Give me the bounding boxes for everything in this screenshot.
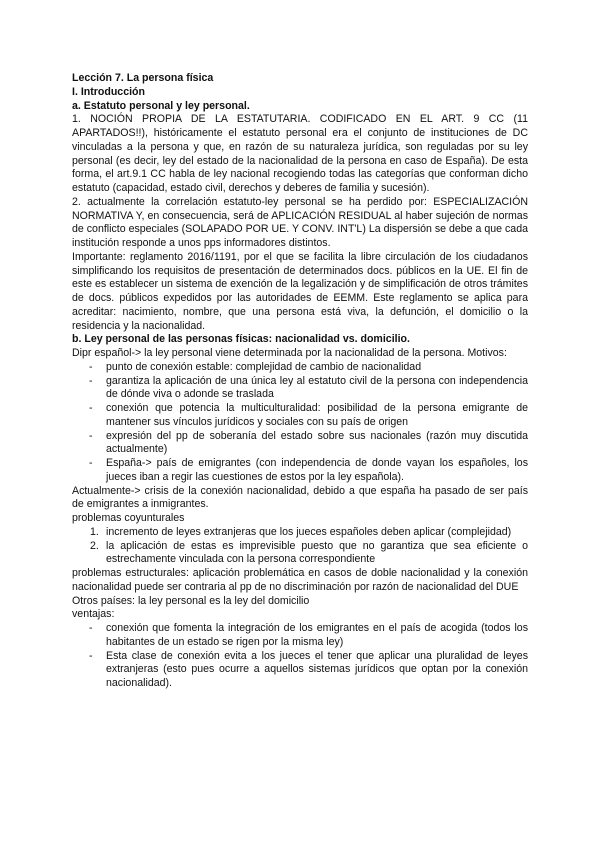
list-item-text: conexión que fomenta la integración de los emigrantes en el país de acogida (todos los habitantes de un estado se rigen por la misma ley) [106,622,528,648]
paragraph-reglamento: Importante: reglamento 2016/1191, por el que se facilita la libre circulación de los ciudadanos simplificando los requisitos de presentación de determinados docs. públicos en la UE. El fin de este es establecer un sistema de exención de la legalización y de simplificación de otros trámites de docs. públicos expedidos por las autoridades de EEMM. Este reglamento se aplica para acreditar: nacimiento, nombre, que una persona está viva, la defunción, el domicilio o la residencia y la nacionalidad. [72,250,528,332]
bullet-dash: - [89,360,93,373]
list-item-text: conexión que potencia la multiculturalidad: posibilidad de la persona emigrante de mantener sus vínculos jurídicos y sociales con su país de origen [106,402,528,428]
ventajas-list [72,622,528,691]
list-item-text: incremento de leyes extranjeras que los jueces españoles deben aplicar (complejidad) [106,525,512,538]
bullet-dash: - [89,622,93,634]
section-heading-introduccion: I. Introducción [72,85,145,98]
list-item [72,540,528,568]
list-item-text: Esta clase de conexión evita a los jueces el tener que aplicar una pluralidad de leyes extranjeras (esto pues ocurre a aquellos sistemas jurídicos que optan por la conexión nacionalidad). [106,649,528,689]
list-item [72,430,528,458]
bullet-dash: - [89,374,93,387]
subsection-heading-a: a. Estatuto personal y ley personal. [72,99,250,112]
lesson-title: Lección 7. La persona física [72,72,214,84]
list-item [72,402,528,430]
list-number: 1. [90,525,99,538]
paragraph-dipr-espanol: Dipr español-> la ley personal viene determinada por la nacionalidad de la persona. Motivos: [72,347,507,359]
list-item-text: garantiza la aplicación de una única ley al estatuto civil de la persona con independencia de dónde viva o adonde se traslada [106,374,528,401]
list-number: 2. [90,539,99,552]
paragraph-actualmente: Actualmente-> crisis de la conexión nacionalidad, debido a que españa ha pasado de ser país de emigrantes a inmigrantes. [72,484,528,511]
bullet-dash: - [89,649,93,662]
paragraph-problemas-estructurales: problemas estructurales: aplicación problemática en casos de doble nacionalidad y la conexión nacionalidad puede ser contraria al pp de no discriminación por razón de nacionalidad del DUE [72,567,528,593]
list-item [72,457,528,485]
list-item-text: expresión del pp de soberanía del estado sobre sus nacionales (razón muy discutida actualmente) [106,429,528,456]
document-page [72,72,528,691]
bullet-dash: - [89,429,93,442]
list-item [72,650,528,691]
list-item [72,375,528,403]
bullet-dash: - [89,457,93,469]
bullet-dash: - [89,402,93,414]
list-item-text: la aplicación de estas es imprevisible puesto que no garantiza que sea eficiente o estrechamente vinculada con la persona correspondiente [106,539,528,566]
motivos-list [72,361,528,485]
list-item-text: punto de conexión estable: complejidad de cambio de nacionalidad [106,360,422,373]
paragraph-ventajas: ventajas: [72,608,115,621]
list-item [72,526,528,540]
paragraph-correlacion: 2. actualmente la correlación estatuto-ley personal se ha perdido por: ESPECIALIZACIÓN NORMATIVA Y, en consecuencia, será de APLICACIÓN RESIDUAL al haber sujeción de normas de conflicto especiales (SOLAPADO POR UE. Y CONV. INT'L) La dispersión se debe a que cada institución responde a unos pps informadores distintos. [72,195,528,249]
paragraph-otros-paises: Otros países: la ley personal es la ley del domicilio [72,594,310,607]
paragraph-problemas-coyunturales: problemas coyunturales [72,512,185,524]
coyunturales-list [72,526,528,567]
list-item [72,361,528,375]
paragraph-nocion-propia: 1. NOCIÓN PROPIA DE LA ESTATUTARIA. CODIFICADO EN EL ART. 9 CC (11 APARTADOS!!), históricamente el estatuto personal era el conjunto de instituciones de DC vinculadas a la persona y que, en razón de su naturaleza jurídica, son reguladas por su ley personal (es decir, ley del estado de la nacionalidad de la persona en caso de España). De esta forma, el art.9.1 CC habla de ley nacional recogiendo todas las categorías que conforman dicho estatuto (capacidad, estado civil, derechos y deberes de familia y sucesión). [72,113,528,194]
subsection-heading-b: b. Ley personal de las personas físicas: nacionalidad vs. domicilio. [72,333,410,346]
list-item [72,622,528,650]
list-item-text: España-> país de emigrantes (con independencia de donde vayan los españoles, los jueces iban a regir las cuestiones de estos por la ley española). [106,457,528,483]
